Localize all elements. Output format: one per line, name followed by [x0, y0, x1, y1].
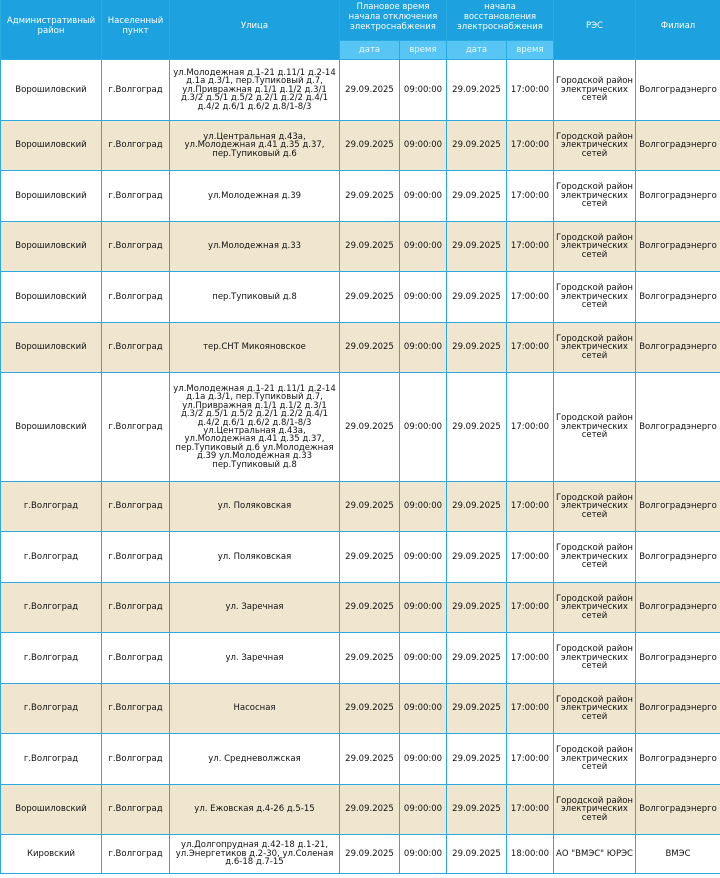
- cell-settlement: г.Волгоград: [102, 583, 170, 633]
- cell-street: ул. Заречная: [170, 583, 340, 633]
- cell-settlement: г.Волгоград: [102, 222, 170, 272]
- cell-on-time: 17:00:00: [507, 272, 554, 323]
- cell-on-time: 17:00:00: [507, 583, 554, 633]
- cell-district: Ворошиловский: [1, 222, 102, 272]
- cell-off-date: 29.09.2025: [340, 482, 400, 532]
- cell-street: ул. Поляковская: [170, 482, 340, 532]
- cell-off-date: 29.09.2025: [340, 121, 400, 171]
- cell-off-date: 29.09.2025: [340, 323, 400, 373]
- cell-on-time: 17:00:00: [507, 785, 554, 835]
- cell-on-date: 29.09.2025: [447, 171, 507, 222]
- cell-street: пер.Тупиковый д.8: [170, 272, 340, 323]
- cell-res: Городской район электрических сетей: [554, 785, 636, 835]
- cell-street: ул. Заречная: [170, 633, 340, 684]
- cell-street: ул.Молодежная д.1-21 д.11/1 д.2-14 д.1а д.3/1, пер.Тупиковый д.7, ул.Привражная д.1/1 д.1/2 д.3/1 д.3/2 д.5/1 д.5/2 д.2/1 д.2/2 д.4/1 д.4/2 д.6/1 д.6/2 д.8/1-8/3: [170, 60, 340, 121]
- cell-on-time: 17:00:00: [507, 60, 554, 121]
- cell-street: ул. Средневолжская: [170, 734, 340, 785]
- col-street-header: Улица: [170, 0, 340, 60]
- cell-on-date: 29.09.2025: [447, 684, 507, 734]
- cell-on-time: 17:00:00: [507, 734, 554, 785]
- cell-off-time: 09:00:00: [400, 583, 447, 633]
- cell-on-date: 29.09.2025: [447, 272, 507, 323]
- cell-branch: Волгоградэнерго: [636, 373, 720, 482]
- cell-res: Городской район электрических сетей: [554, 272, 636, 323]
- cell-on-time: 17:00:00: [507, 684, 554, 734]
- table-row: [1, 835, 720, 874]
- table-row: [1, 171, 720, 222]
- cell-off-date: 29.09.2025: [340, 835, 400, 874]
- cell-on-time: 17:00:00: [507, 482, 554, 532]
- cell-settlement: г.Волгоград: [102, 121, 170, 171]
- cell-on-date: 29.09.2025: [447, 222, 507, 272]
- cell-on-time: 18:00:00: [507, 835, 554, 874]
- cell-on-time: 17:00:00: [507, 171, 554, 222]
- cell-district: Ворошиловский: [1, 60, 102, 121]
- cell-settlement: г.Волгоград: [102, 171, 170, 222]
- cell-district: г.Волгоград: [1, 583, 102, 633]
- cell-on-time: 17:00:00: [507, 121, 554, 171]
- cell-settlement: г.Волгоград: [102, 373, 170, 482]
- cell-on-date: 29.09.2025: [447, 633, 507, 684]
- cell-on-time: 17:00:00: [507, 323, 554, 373]
- cell-off-time: 09:00:00: [400, 785, 447, 835]
- cell-branch: Волгоградэнерго: [636, 633, 720, 684]
- cell-branch: Волгоградэнерго: [636, 583, 720, 633]
- cell-district: г.Волгоград: [1, 633, 102, 684]
- table-row: [1, 734, 720, 785]
- cell-street: ул.Молодежная д.33: [170, 222, 340, 272]
- cell-district: Ворошиловский: [1, 272, 102, 323]
- cell-on-date: 29.09.2025: [447, 323, 507, 373]
- col-settlement-header: Населенный пункт: [102, 0, 170, 60]
- cell-branch: Волгоградэнерго: [636, 222, 720, 272]
- cell-off-time: 09:00:00: [400, 171, 447, 222]
- cell-on-time: 17:00:00: [507, 532, 554, 583]
- cell-off-date: 29.09.2025: [340, 272, 400, 323]
- cell-district: Ворошиловский: [1, 323, 102, 373]
- table-row: [1, 785, 720, 835]
- col-off-time-header: Плановое время начала отключения электроснабжения: [340, 0, 447, 41]
- cell-res: Городской район электрических сетей: [554, 684, 636, 734]
- cell-on-date: 29.09.2025: [447, 482, 507, 532]
- cell-off-date: 29.09.2025: [340, 633, 400, 684]
- cell-district: Ворошиловский: [1, 171, 102, 222]
- table-body: [1, 60, 720, 874]
- cell-off-time: 09:00:00: [400, 633, 447, 684]
- table-row: [1, 532, 720, 583]
- cell-street: тер.СНТ Микояновское: [170, 323, 340, 373]
- cell-on-date: 29.09.2025: [447, 734, 507, 785]
- table-row: [1, 121, 720, 171]
- table-row: [1, 272, 720, 323]
- cell-on-time: 17:00:00: [507, 373, 554, 482]
- cell-branch: Волгоградэнерго: [636, 121, 720, 171]
- cell-district: Ворошиловский: [1, 373, 102, 482]
- cell-res: Городской район электрических сетей: [554, 323, 636, 373]
- cell-on-date: 29.09.2025: [447, 373, 507, 482]
- cell-branch: Волгоградэнерго: [636, 734, 720, 785]
- cell-off-time: 09:00:00: [400, 323, 447, 373]
- col-district-header: Административный район: [1, 0, 102, 60]
- cell-settlement: г.Волгоград: [102, 532, 170, 583]
- cell-district: Ворошиловский: [1, 121, 102, 171]
- cell-on-time: 17:00:00: [507, 633, 554, 684]
- cell-settlement: г.Волгоград: [102, 323, 170, 373]
- cell-branch: ВМЭС: [636, 835, 720, 874]
- off-date-subheader: дата: [340, 41, 400, 60]
- cell-street: ул. Ежовская д.4-26 д.5-15: [170, 785, 340, 835]
- cell-on-date: 29.09.2025: [447, 60, 507, 121]
- cell-district: Кировский: [1, 835, 102, 874]
- cell-res: Городской район электрических сетей: [554, 583, 636, 633]
- cell-on-date: 29.09.2025: [447, 785, 507, 835]
- cell-res: Городской район электрических сетей: [554, 532, 636, 583]
- cell-district: г.Волгоград: [1, 734, 102, 785]
- cell-on-date: 29.09.2025: [447, 121, 507, 171]
- col-on-time-header: начала восстановления электроснабжения: [447, 0, 554, 41]
- cell-street: ул.Молодежная д.1-21 д.11/1 д.2-14 д.1а д.3/1, пер.Тупиковый д.7, ул.Привражная д.1/1 д.1/2 д.3/1 д.3/2 д.5/1 д.5/2 д.2/1 д.2/2 д.4/1 д.4/2 д.6/1 д.6/2 д.8/1-8/3 ул.Центральная д.43а, ул.Молодежная д.41 д.35 д.37, пер.Тупиковый д.6 ул.Молодежная д.39 ул.Молодежная д.33 пер.Тупиковый д.8: [170, 373, 340, 482]
- table-row: [1, 633, 720, 684]
- cell-branch: Волгоградэнерго: [636, 482, 720, 532]
- cell-off-date: 29.09.2025: [340, 785, 400, 835]
- cell-off-time: 09:00:00: [400, 835, 447, 874]
- table-row: [1, 222, 720, 272]
- cell-street: Насосная: [170, 684, 340, 734]
- on-time-subheader: время: [507, 41, 554, 60]
- cell-settlement: г.Волгоград: [102, 734, 170, 785]
- cell-street: ул.Молодежная д.39: [170, 171, 340, 222]
- table-row: [1, 323, 720, 373]
- cell-off-date: 29.09.2025: [340, 222, 400, 272]
- cell-res: Городской район электрических сетей: [554, 60, 636, 121]
- cell-on-date: 29.09.2025: [447, 583, 507, 633]
- cell-settlement: г.Волгоград: [102, 60, 170, 121]
- cell-off-time: 09:00:00: [400, 373, 447, 482]
- cell-off-date: 29.09.2025: [340, 373, 400, 482]
- cell-on-date: 29.09.2025: [447, 532, 507, 583]
- cell-settlement: г.Волгоград: [102, 482, 170, 532]
- cell-res: Городской район электрических сетей: [554, 222, 636, 272]
- cell-branch: Волгоградэнерго: [636, 684, 720, 734]
- cell-settlement: г.Волгоград: [102, 785, 170, 835]
- table-row: [1, 684, 720, 734]
- cell-district: г.Волгоград: [1, 482, 102, 532]
- cell-res: Городской район электрических сетей: [554, 373, 636, 482]
- cell-branch: Волгоградэнерго: [636, 532, 720, 583]
- off-time-subheader: время: [400, 41, 447, 60]
- cell-off-time: 09:00:00: [400, 684, 447, 734]
- cell-street: ул. Поляковская: [170, 532, 340, 583]
- col-res-header: РЭС: [554, 0, 636, 60]
- col-branch-header: Филиал: [636, 0, 720, 60]
- cell-off-date: 29.09.2025: [340, 171, 400, 222]
- cell-res: Городской район электрических сетей: [554, 633, 636, 684]
- table-row: [1, 482, 720, 532]
- cell-branch: Волгоградэнерго: [636, 60, 720, 121]
- cell-branch: Волгоградэнерго: [636, 272, 720, 323]
- cell-district: г.Волгоград: [1, 532, 102, 583]
- cell-settlement: г.Волгоград: [102, 272, 170, 323]
- cell-off-time: 09:00:00: [400, 60, 447, 121]
- cell-on-time: 17:00:00: [507, 222, 554, 272]
- cell-off-time: 09:00:00: [400, 734, 447, 785]
- cell-off-date: 29.09.2025: [340, 734, 400, 785]
- cell-res: Городской район электрических сетей: [554, 734, 636, 785]
- cell-off-date: 29.09.2025: [340, 684, 400, 734]
- cell-res: Городской район электрических сетей: [554, 121, 636, 171]
- on-date-subheader: дата: [447, 41, 507, 60]
- cell-off-date: 29.09.2025: [340, 60, 400, 121]
- cell-street: ул.Долгопрудная д.42-18 д.1-21, ул.Энергетиков д.2-30, ул.Соленая д.6-18 д.7-15: [170, 835, 340, 874]
- cell-branch: Волгоградэнерго: [636, 785, 720, 835]
- cell-settlement: г.Волгоград: [102, 684, 170, 734]
- cell-district: Ворошиловский: [1, 785, 102, 835]
- header-row: [1, 0, 720, 41]
- cell-settlement: г.Волгоград: [102, 633, 170, 684]
- cell-street: ул.Центральная д.43а, ул.Молодежная д.41 д.35 д.37, пер.Тупиковый д.6: [170, 121, 340, 171]
- cell-res: Городской район электрических сетей: [554, 482, 636, 532]
- cell-district: г.Волгоград: [1, 684, 102, 734]
- cell-off-time: 09:00:00: [400, 121, 447, 171]
- cell-on-date: 29.09.2025: [447, 835, 507, 874]
- cell-res: Городской район электрических сетей: [554, 171, 636, 222]
- cell-branch: Волгоградэнерго: [636, 171, 720, 222]
- cell-settlement: г.Волгоград: [102, 835, 170, 874]
- cell-off-time: 09:00:00: [400, 482, 447, 532]
- cell-off-time: 09:00:00: [400, 272, 447, 323]
- cell-off-date: 29.09.2025: [340, 583, 400, 633]
- cell-off-date: 29.09.2025: [340, 532, 400, 583]
- cell-branch: Волгоградэнерго: [636, 323, 720, 373]
- table-row: [1, 373, 720, 482]
- table-row: [1, 60, 720, 121]
- table-row: [1, 583, 720, 633]
- cell-off-time: 09:00:00: [400, 222, 447, 272]
- cell-off-time: 09:00:00: [400, 532, 447, 583]
- cell-res: АО "ВМЭС" ЮРЭС: [554, 835, 636, 874]
